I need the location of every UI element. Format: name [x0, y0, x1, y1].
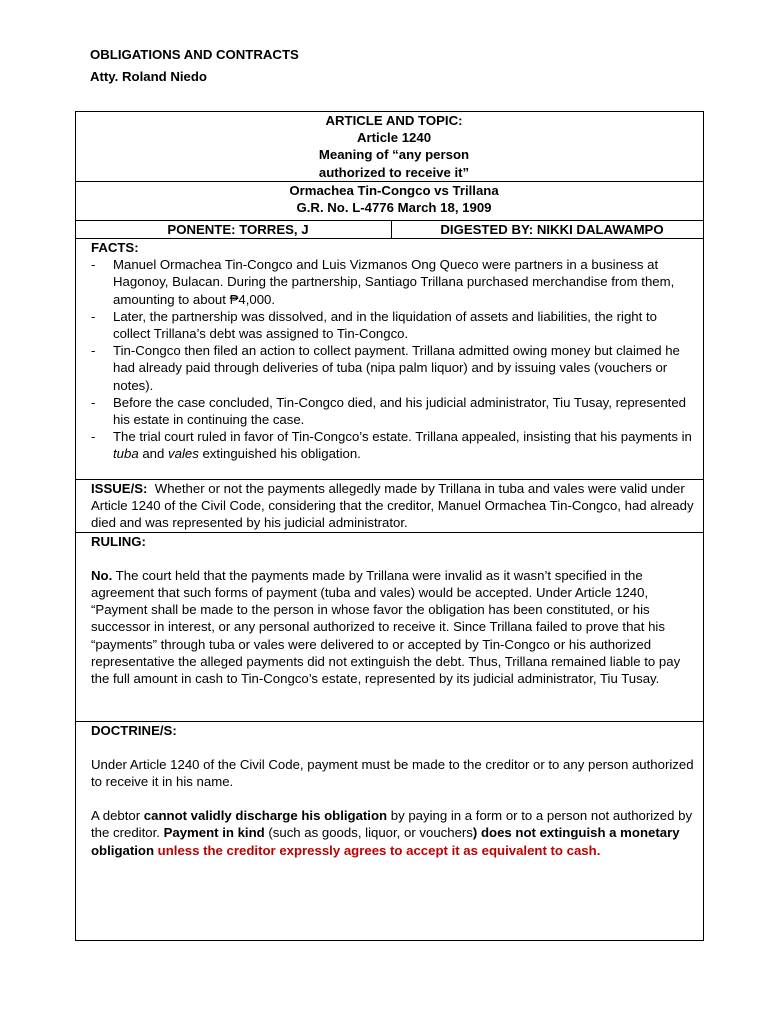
case-gr-number: G.R. No. L-4776 March 18, 1909	[296, 200, 492, 216]
ponente-row	[76, 220, 704, 238]
fact-item: - Manuel Ormachea Tin-Congco and Luis Vizmanos Ong Queco were partners in a business at Hagonoy, Bulacan. During the partnership, Santiago Trillana purchased merchandise from them, amounting to about ₱4,000.	[91, 257, 675, 307]
article-cell	[76, 112, 704, 182]
case-row	[76, 181, 704, 220]
issue-label: ISSUE/S:	[91, 481, 148, 497]
case-title: Ormachea Tin-Congco vs Trillana	[289, 182, 499, 198]
doctrine-paragraph-1: Under Article 1240 of the Civil Code, payment must be made to the creditor or to any person authorized to receive it in his name.	[91, 756, 694, 790]
ruling-cell	[76, 532, 704, 721]
topic-line-2: authorized to receive it”	[318, 164, 470, 180]
ponente-cell: PONENTE: TORRES, J	[76, 220, 392, 238]
facts-cell	[76, 239, 704, 480]
facts-list	[91, 256, 697, 462]
case-digest-table	[75, 111, 704, 941]
ruling-label: RULING:	[91, 533, 146, 549]
issue-row	[76, 480, 704, 533]
article-label: ARTICLE AND TOPIC:	[325, 113, 463, 128]
doctrine-row	[76, 721, 704, 940]
facts-row	[76, 239, 704, 480]
fact-item: - Later, the partnership was dissolved, and in the liquidation of assets and liabilities, the right to collect Trillana’s debt was assigned to Tin-Congco.	[91, 308, 657, 342]
fact-item: - The trial court ruled in favor of Tin-Congco’s estate. Trillana appealed, insisting that his payments in tuba and vales extinguished his obligation.	[91, 429, 692, 462]
professor-name: Atty. Roland Niedo	[90, 69, 207, 84]
doctrine-red-emphasis: unless the creditor expressly agrees to accept it as equivalent to cash.	[157, 842, 601, 858]
facts-label: FACTS:	[91, 240, 139, 256]
article-number: Article 1240	[356, 130, 432, 146]
fact-item: - Before the case concluded, Tin-Congco died, and his judicial administrator, Tiu Tusay, represented his estate in continuing the case.	[91, 394, 687, 428]
digested-by-cell: DIGESTED BY: NIKKI DALAWAMPO	[392, 220, 704, 238]
issue-cell	[76, 480, 704, 533]
doctrine-cell	[76, 721, 704, 940]
article-row	[76, 112, 704, 182]
topic-line-1: Meaning of “any person	[318, 147, 470, 163]
ruling-text: No. The court held that the payments made by Trillana were invalid as it wasn’t specified in the agreement that such forms of payment (tuba and vales) would be accepted. Under Article 1240, “Payment shall be made to the person in whose favor the obligation has been constituted, or his successor in interest, or any personal authorized to receive it. Since Trillana failed to prove that his “payments” through tuba or vales were delivered to or accepted by Tin-Congco or his authorized representative the alleged payments did not extinguish the debt. Thus, Trillana remained liable to pay the full amount in cash to Tin-Congco’s estate, represented by its judicial administrator, Tiu Tusay.	[91, 567, 681, 687]
ruling-row	[76, 532, 704, 721]
fact-item: - Tin-Congco then filed an action to collect payment. Trillana admitted owing money but claimed he had already paid through deliveries of tuba (nipa palm liquor) and by issuing vales (vouchers or notes).	[91, 343, 680, 393]
doctrine-label: DOCTRINE/S:	[91, 722, 177, 738]
issue-text: Whether or not the payments allegedly made by Trillana in tuba and vales were valid under Article 1240 of the Civil Code, considering that the creditor, Manuel Ormachea Tin-Congco, had already died and was represented by his judicial administrator.	[91, 481, 698, 531]
doctrine-paragraph-2: A debtor cannot validly discharge his obligation by paying in a form or to a person not authorized by the creditor. Payment in kind (such as goods, liquor, or vouchers) does not extinguish a monetary obligation unless the creditor expressly agrees to accept it as equivalent to cash.	[91, 808, 693, 858]
course-title: OBLIGATIONS AND CONTRACTS	[90, 47, 299, 62]
case-cell	[76, 181, 704, 220]
